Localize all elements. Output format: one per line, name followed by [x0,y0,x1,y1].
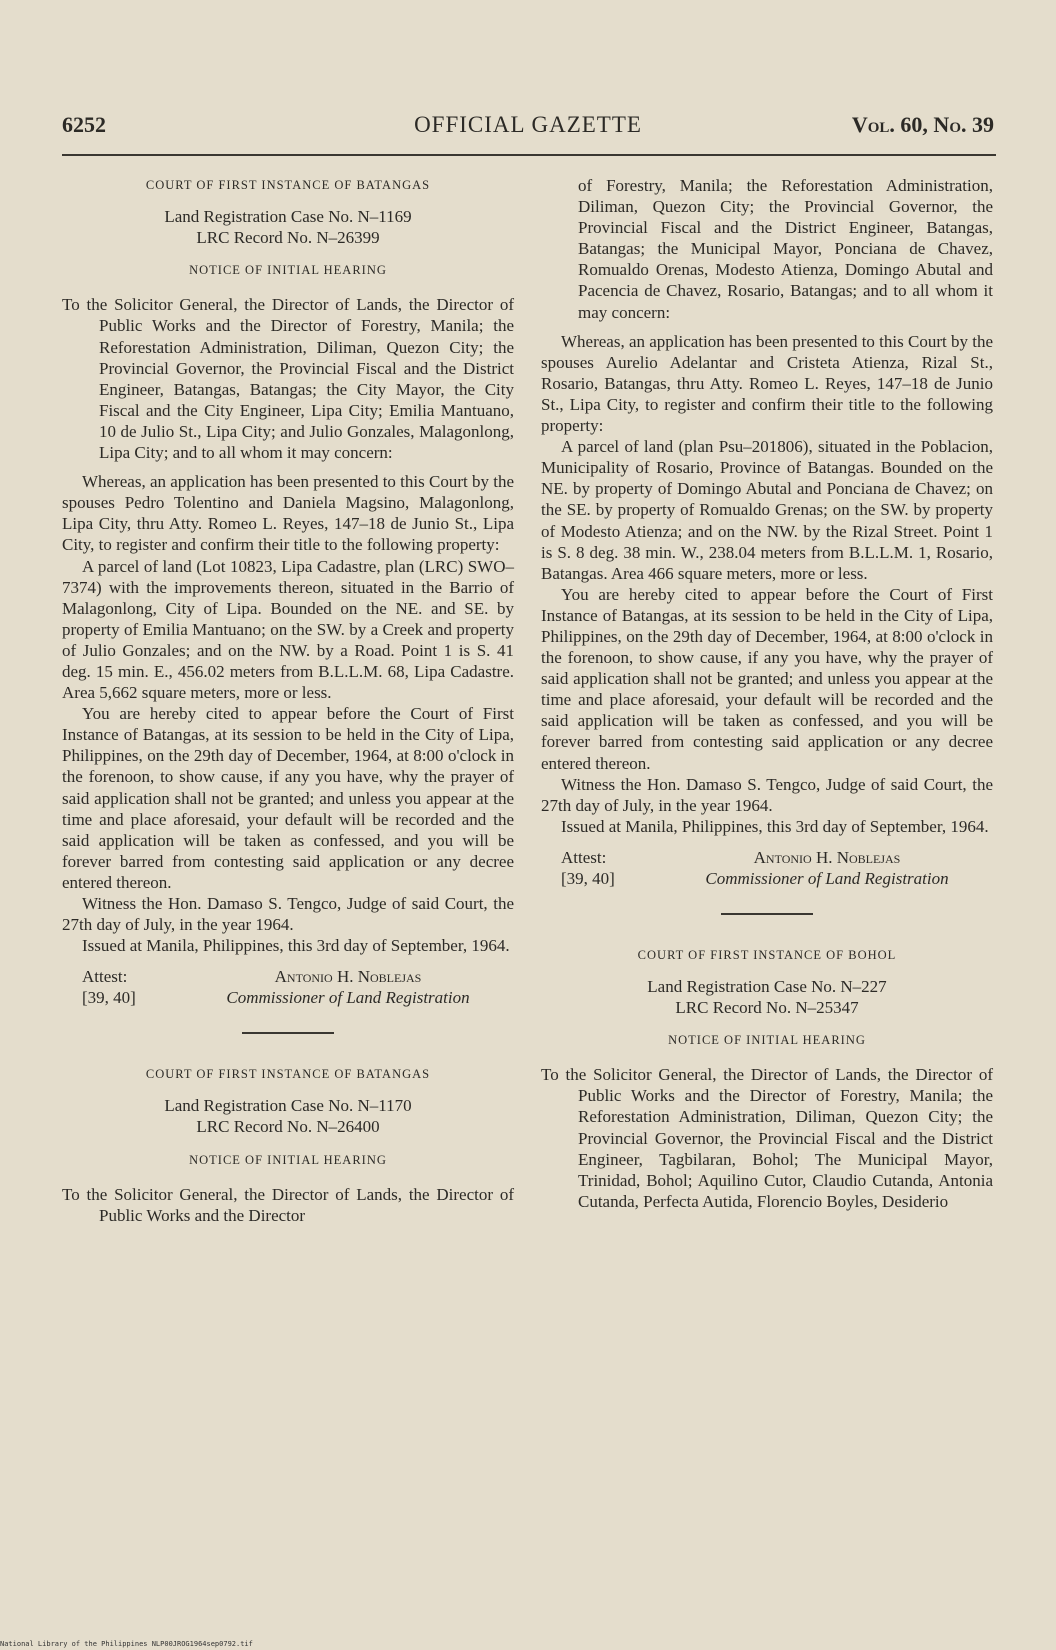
notice1-address: To the Solicitor General, the Director of Lands, the Director of Public Works and the Director of Forestry, Manila; the Reforestation Administration, Diliman, Quezon City; the Provincial Governor, the Provincial Fiscal and the District Engineer, Batangas, Batangas; the City Mayor, the City Fiscal and the City Engineer, Lipa City; Emilia Mantuano, 10 de Julio St., Lipa City; and Julio Gonzales, Malagonlong, Lipa City; and to all whom it may concern: [62,295,514,463]
notice2-whereas: Whereas, an application has been presented to this Court by the spouses Aurelio Adelantar and Cristeta Atienza, Rizal St., Rosario, Batangas, thru Atty. Romeo L. Reyes, 147–18 de Junio St., Lipa City, to register and confirm their title to the following property: [541,331,993,436]
attest-label: Attest: [561,847,607,867]
signatory-name: Antonio H. Noblejas [274,967,422,987]
notice2-case-number: Land Registration Case No. N–1170 [164,1096,412,1116]
notice1-attestation [62,966,514,1008]
section-divider [242,1032,334,1034]
notice2-parcel: A parcel of land (plan Psu–201806), situated in the Poblacion, Municipality of Rosario, Province of Batangas. Bounded on the NE. by property of Domingo Abutal and Ponciana de Chavez; on the SE. by property of Romualdo Grenas; on the SW. by property of Modesto Atienza; and on the NW. by the Rizal Street. Point 1 is S. 8 deg. 38 min. W., 238.04 meters from B.L.L.M. 1, Rosario, Batangas. Area 466 square meters, more or less. [541,437,993,583]
signatory-name: Antonio H. Noblejas [753,847,901,867]
notice1-cited: You are hereby cited to appear before the Court of First Instance of Batangas, at its session to be held in the City of Lipa, Philippines, on the 29th day of December, 1964, at 8:00 o'clock in the forenoon, to show cause, if any you have, why the prayer of said application shall not be granted; and unless you appear at the time and place aforesaid, your default will be recorded and the said application will be taken as confessed, and you will be forever barred from contesting said application or any decree entered thereon. [62,704,514,892]
publication-title: OFFICIAL GAZETTE [414,112,642,137]
scan-footer: National Library of the Philippines NLP00JROG1964sep0792.tif [0,1640,253,1648]
notice2-witness: Witness the Hon. Damaso S. Tengco, Judge of said Court, the 27th day of July, in the year 1964. [541,774,993,815]
notice1-court: COURT OF FIRST INSTANCE OF BATANGAS [145,178,431,192]
reference-number: [39, 40] [561,868,615,888]
page-number: 6252 [62,112,106,137]
header-rule [62,154,996,156]
notice3-heading: NOTICE OF INITIAL HEARING [668,1033,866,1048]
notice1-lrc-record: LRC Record No. N–26399 [196,228,380,248]
notice3-address: To the Solicitor General, the Director of Lands, the Director of Public Works and the Director of Forestry, Manila; the Reforestation Administration, Diliman, Quezon City; the Provincial Governor, the Provincial Fiscal and the District Engineer, Tagbilaran, Bohol; The Municipal Mayor, Trinidad, Bohol; Aquilino Cutor, Claudio Cutanda, Antonia Cutanda, Perfecta Autida, Florencio Boyles, Desiderio [541,1065,993,1211]
notice1-witness: Witness the Hon. Damaso S. Tengco, Judge of said Court, the 27th day of July, in the year 1964. [62,894,514,935]
notice1-whereas: Whereas, an application has been presented to this Court by the spouses Pedro Tolentino and Daniela Magsino, Malagonlong, Lipa City, thru Atty. Romeo L. Reyes, 147–18 de Junio St., Lipa City, to register and confirm their title to the following property: [62,472,514,555]
volume-number: Vol. 60, No. 39 [851,112,994,137]
notice1-issued: Issued at Manila, Philippines, this 3rd day of September, 1964. [82,936,510,956]
notice1-heading: NOTICE OF INITIAL HEARING [189,263,387,278]
notice3-case-number: Land Registration Case No. N–227 [647,977,887,996]
notice2-issued: Issued at Manila, Philippines, this 3rd day of September, 1964. [561,816,989,836]
notice2-court: COURT OF FIRST INSTANCE OF BATANGAS [145,1067,431,1082]
reference-number: [39, 40] [82,988,136,1008]
left-column [62,175,514,1234]
attest-label: Attest: [82,967,128,987]
notice2-address-part2: of Forestry, Manila; the Reforestation Administration, Diliman, Quezon City; the Provincial Governor, the Provincial Fiscal and the District Engineer, Batangas, Batangas; the Municipal Mayor, Ponciana de Chavez, Romualdo Orenas, Modesto Atienza, Domingo Abutal and Pacencia de Chavez, Rosario, Batangas; and to all whom it may concern: [578,176,993,322]
notice2-address-part1: To the Solicitor General, the Director of Lands, the Director of Public Works and the Director [62,1184,514,1225]
notice1-parcel: A parcel of land (Lot 10823, Lipa Cadastre, plan (LRC) SWO–7374) with the improvements thereon, situated in the Barrio of Malagonlong, City of Lipa. Bounded on the NE. and SE. by property of Emilia Mantuano; on the SW. by a Creek and property of Julio Gonzales; and on the NW. by a Road. Point 1 is S. 41 deg. 15 min. E., 456.02 meters from B.L.L.M. 68, Lipa Cadastre. Area 5,662 square meters, more or less. [62,556,514,703]
notice3-court: COURT OF FIRST INSTANCE OF BOHOL [637,947,897,962]
page-header [62,112,994,146]
notice2-lrc-record: LRC Record No. N–26400 [196,1117,380,1137]
notice2-attestation [541,847,993,889]
signatory-title: Commissioner of Land Registration [226,988,470,1008]
right-column [541,175,993,1220]
notice1-case-number: Land Registration Case No. N–1169 [164,207,412,227]
section-divider [721,913,813,915]
notice3-lrc-record: LRC Record No. N–25347 [675,998,859,1018]
signatory-title: Commissioner of Land Registration [705,868,949,888]
notice2-heading: NOTICE OF INITIAL HEARING [189,1152,387,1167]
notice2-cited: You are hereby cited to appear before the Court of First Instance of Batangas, at its session to be held in the City of Lipa, Philippines, on the 29th day of December, 1964, at 8:00 o'clock in the forenoon, to show cause, if any you have, why the prayer of said application shall not be granted; and unless you appear at the time and place aforesaid, your default will be recorded and the said application will be taken as confessed, and you will be forever barred from contesting said application or any decree entered thereon. [541,584,993,773]
